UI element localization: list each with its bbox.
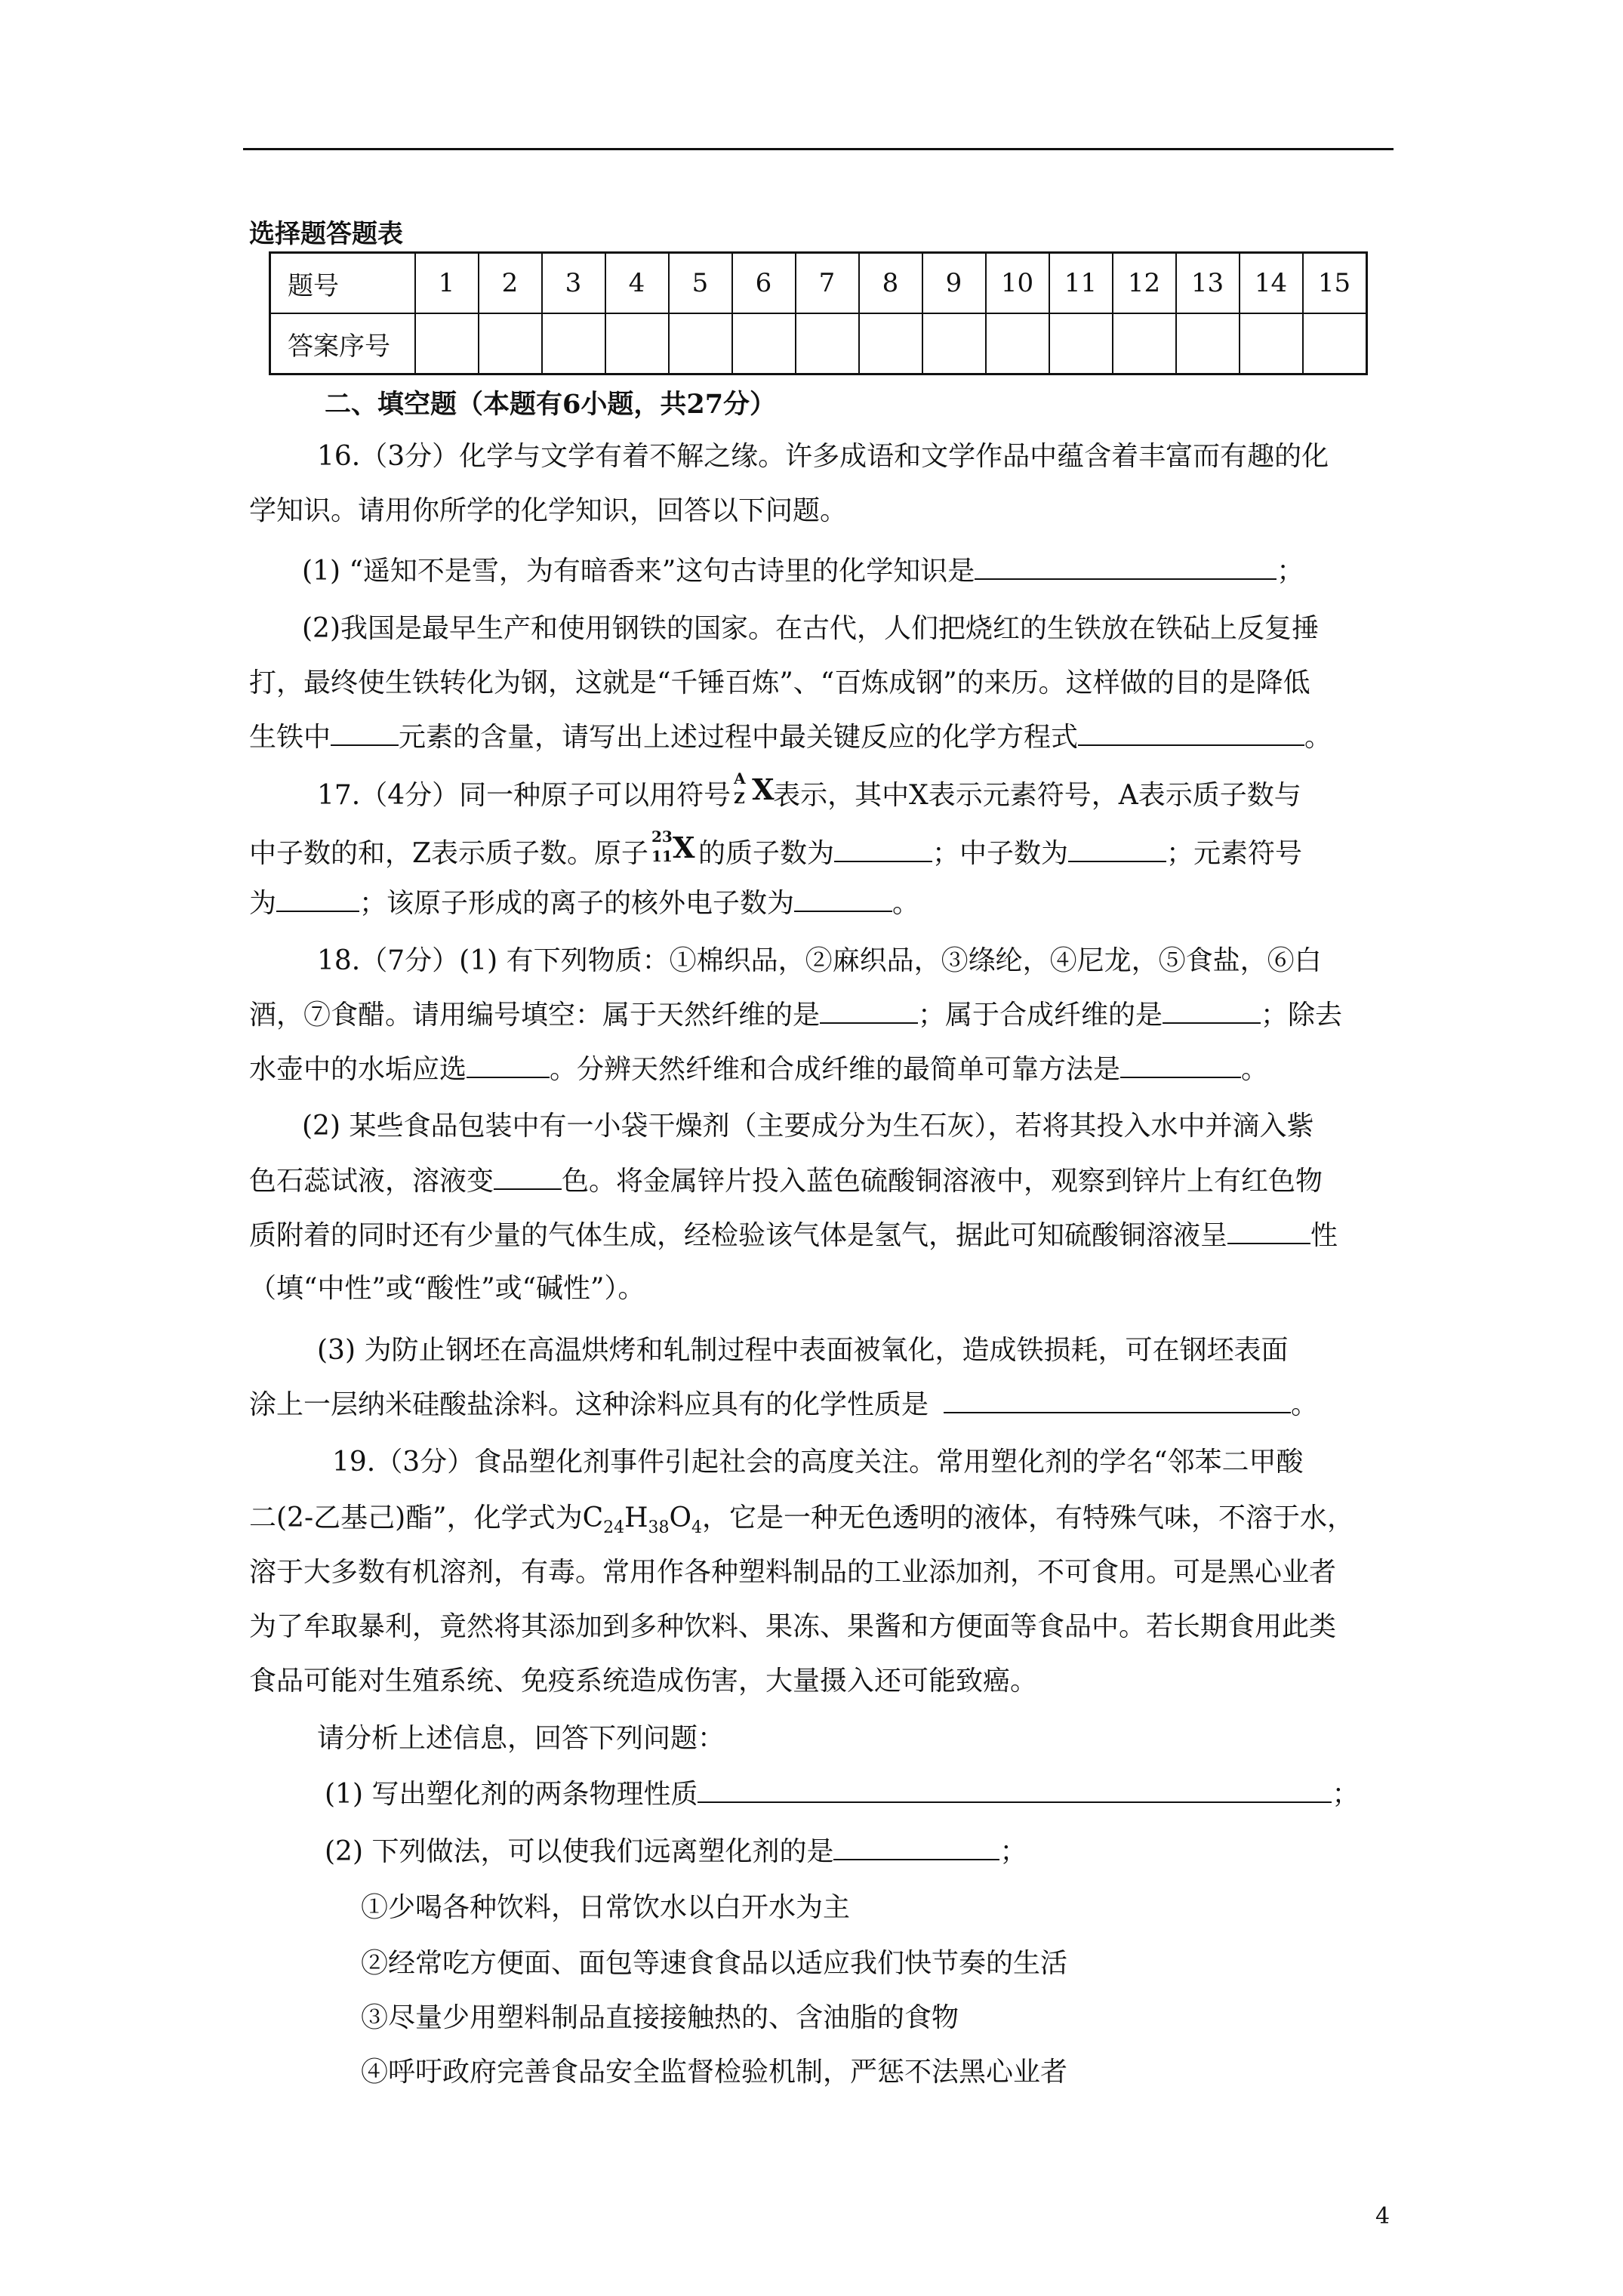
- element-symbol-label: X: [752, 772, 775, 806]
- q16-line: 学知识。请用你所学的化学知识，回答以下问题。: [249, 495, 848, 526]
- q16-part1: [302, 553, 1304, 590]
- q18-line: (3) 为防止钢坯在高温烘烤和轧制过程中表面被氧化，造成铁损耗，可在钢坯表面: [317, 1335, 1289, 1366]
- q17-text: 表示，其中X表示元素符号，A表示质子数与: [773, 780, 1301, 811]
- mass-number-label: 23: [651, 827, 673, 846]
- answer-table-title: 选择题答题表: [249, 219, 403, 249]
- q17-text: 为: [249, 888, 277, 919]
- q17-text: ；中子数为: [932, 838, 1069, 869]
- q17-line: [249, 827, 1303, 873]
- mass-number-label: A: [734, 769, 746, 787]
- formula-subscript: 38: [648, 1518, 670, 1538]
- q18-text: ；除去: [1261, 1000, 1343, 1031]
- row-label-answer: 答案序号: [270, 313, 415, 374]
- q17-line: [317, 769, 1301, 815]
- table-row: [270, 253, 1367, 314]
- question-number-cell: 3: [542, 253, 605, 314]
- q19-line: 19.（3分）食品塑化剂事件引起社会的高度关注。常用塑化剂的学名“邻苯二甲酸: [332, 1447, 1304, 1478]
- answer-cell[interactable]: [1049, 313, 1113, 374]
- q18-line: （填“中性”或“酸性”或“碱性”）。: [249, 1273, 645, 1304]
- answer-blank[interactable]: [1163, 997, 1261, 1024]
- answer-cell[interactable]: [1303, 313, 1367, 374]
- row-label-question-number: 题号: [270, 253, 415, 314]
- answer-cell[interactable]: [796, 313, 859, 374]
- q19-option: ③尽量少用塑料制品直接接触热的、含油脂的食物: [361, 2002, 959, 2033]
- question-number-cell: 12: [1113, 253, 1176, 314]
- q16-line-blanks: [249, 719, 1332, 757]
- q17-text: ；元素符号: [1166, 838, 1303, 869]
- answer-blank[interactable]: [944, 1386, 1291, 1413]
- q16-part1-text: (1) “遥知不是雪，为有暗香来”这句古诗里的化学知识是: [302, 556, 975, 587]
- q18-text: ；属于合成纤维的是: [918, 1000, 1163, 1031]
- answer-blank[interactable]: [975, 553, 1277, 580]
- answer-blank[interactable]: [834, 835, 932, 862]
- q18-text: 色石蕊试液，溶液变: [249, 1166, 494, 1197]
- answer-cell[interactable]: [669, 313, 732, 374]
- question-number-cell: 11: [1049, 253, 1113, 314]
- formula-subscript: 24: [603, 1518, 625, 1538]
- question-number-cell: 7: [796, 253, 859, 314]
- formula-element: H: [624, 1502, 648, 1533]
- answer-cell[interactable]: [732, 313, 796, 374]
- answer-blank[interactable]: [1068, 835, 1166, 862]
- q18-line: [249, 1217, 1338, 1255]
- answer-cell[interactable]: [922, 313, 986, 374]
- q18-text: 。分辨天然纤维和合成纤维的最简单可靠方法是: [550, 1054, 1121, 1085]
- q18-text: 色。将金属锌片投入蓝色硫酸铜溶液中，观察到锌片上有红色物: [562, 1166, 1323, 1197]
- q18-line: 18.（7分）(1) 有下列物质：①棉织品，②麻织品，③绦纶，④尼龙，⑤食盐，⑥白: [317, 945, 1322, 976]
- q16-line: 16.（3分）化学与文学有着不解之缘。许多成语和文学作品中蕴含着丰富而有趣的化: [317, 441, 1329, 472]
- question-number-cell: 5: [669, 253, 732, 314]
- formula-element: O: [669, 1502, 692, 1533]
- answer-blank[interactable]: [1227, 1217, 1310, 1244]
- q19-text: 二(2-乙基己)酯”，化学式为C: [249, 1502, 604, 1533]
- answer-blank[interactable]: [1120, 1051, 1241, 1078]
- atomic-number-label: 11: [651, 847, 673, 865]
- q19-line: 食品可能对生殖系统、免疫系统造成伤害，大量摄入还可能致癌。: [249, 1666, 1038, 1697]
- answer-cell[interactable]: [605, 313, 669, 374]
- q18-text: 。: [1291, 1389, 1319, 1420]
- answer-blank[interactable]: [833, 1833, 999, 1860]
- q16-line: (2)我国是最早生产和使用钢铁的国家。在古代，人们把烧红的生铁放在铁砧上反复捶: [302, 613, 1319, 644]
- formula-subscript: 4: [691, 1518, 703, 1538]
- q19-part1: [325, 1776, 1359, 1814]
- question-number-cell: 2: [479, 253, 542, 314]
- q19-line: 溶于大多数有机溶剂，有毒。常用作各种塑料制品的工业添加剂，不可食用。可是黑心业者: [249, 1557, 1337, 1588]
- nuclide-symbol-23-11: [651, 827, 695, 868]
- q18-text: 水壶中的水垢应选: [249, 1054, 467, 1085]
- q16-text: 生铁中: [249, 722, 331, 753]
- answer-cell[interactable]: [1113, 313, 1176, 374]
- q19-line: 为了牟取暴利，竟然将其添加到多种饮料、果冻、果酱和方便面等食品中。若长期食用此类: [249, 1611, 1337, 1642]
- q17-text: ；该原子形成的离子的核外电子数为: [359, 888, 795, 919]
- answer-blank[interactable]: [276, 885, 359, 912]
- question-number-cell: 9: [922, 253, 986, 314]
- q19-text: ，它是一种无色透明的液体，有特殊气味，不溶于水，: [702, 1502, 1355, 1533]
- q17-text: 。: [892, 888, 920, 919]
- q18-text: 性: [1310, 1220, 1338, 1251]
- answer-cell[interactable]: [415, 313, 479, 374]
- q17-text: 中子数的和，Z表示质子数。原子: [249, 838, 649, 869]
- q16-part1-end: ；: [1277, 556, 1304, 587]
- answer-cell[interactable]: [479, 313, 542, 374]
- q19-text: (1) 写出塑化剂的两条物理性质: [325, 1779, 698, 1810]
- question-number-cell: 8: [859, 253, 922, 314]
- q17-line: [249, 885, 919, 923]
- q18-text: 质附着的同时还有少量的气体生成，经检验该气体是氢气，据此可知硫酸铜溶液呈: [249, 1220, 1228, 1251]
- answer-blank[interactable]: [494, 1163, 562, 1190]
- q19-text: (2) 下列做法，可以使我们远离塑化剂的是: [325, 1836, 834, 1867]
- answer-cell[interactable]: [542, 313, 605, 374]
- q18-text: 。: [1241, 1054, 1269, 1085]
- q18-line: [249, 1386, 1318, 1424]
- section-heading: 二、填空题（本题有6小题，共27分）: [325, 389, 777, 420]
- answer-blank[interactable]: [820, 997, 918, 1024]
- question-number-cell: 15: [1303, 253, 1367, 314]
- q19-line: [249, 1499, 1354, 1547]
- q19-option: ②经常吃方便面、面包等速食食品以适应我们快节奏的生活: [361, 1948, 1068, 1979]
- answer-blank[interactable]: [1078, 719, 1304, 746]
- q18-text: 涂上一层纳米硅酸盐涂料。这种涂料应具有的化学性质是: [249, 1389, 929, 1420]
- page-number: 4: [1375, 2203, 1390, 2230]
- question-number-cell: 13: [1176, 253, 1240, 314]
- answer-cell[interactable]: [1176, 313, 1240, 374]
- q19-text: ；: [1332, 1779, 1360, 1810]
- answer-blank[interactable]: [794, 885, 892, 912]
- answer-cell[interactable]: [986, 313, 1049, 374]
- q18-line: (2) 某些食品包装中有一小袋干燥剂（主要成分为生石灰），若将其投入水中并滴入紫: [302, 1111, 1314, 1142]
- q16-text: 。: [1304, 722, 1332, 753]
- question-number-cell: 14: [1240, 253, 1303, 314]
- nuclide-symbol-generic: [734, 769, 775, 810]
- header-rule: [243, 148, 1394, 150]
- question-number-cell: 4: [605, 253, 669, 314]
- question-number-cell: 6: [732, 253, 796, 314]
- q19-text: ；: [999, 1836, 1027, 1867]
- q18-line: [249, 997, 1342, 1034]
- answer-blank[interactable]: [698, 1776, 1332, 1803]
- q19-option: ①少喝各种饮料，日常饮水以白开水为主: [361, 1892, 851, 1923]
- element-symbol-label: X: [673, 831, 695, 864]
- answer-blank[interactable]: [467, 1051, 550, 1078]
- answer-blank[interactable]: [331, 719, 399, 746]
- q18-line: [249, 1051, 1268, 1089]
- question-number-cell: 10: [986, 253, 1049, 314]
- answer-table: [269, 251, 1368, 375]
- q18-line: [249, 1163, 1323, 1200]
- q17-text: 17.（4分）同一种原子可以用符号: [317, 780, 731, 811]
- q17-text: 的质子数为: [698, 838, 835, 869]
- answer-cell[interactable]: [859, 313, 922, 374]
- q19-prompt: 请分析上述信息，回答下列问题：: [317, 1723, 725, 1754]
- q16-line: 打，最终使生铁转化为钢，这就是“千锤百炼”、“百炼成钢”的来历。这样做的目的是降低: [249, 667, 1310, 698]
- q18-text: 酒，⑦食醋。请用编号填空：属于天然纤维的是: [249, 1000, 821, 1031]
- atomic-number-label: Z: [734, 789, 745, 807]
- question-number-cell: 1: [415, 253, 479, 314]
- table-row: [270, 313, 1367, 374]
- q19-option: ④呼吁政府完善食品安全监督检验机制，严惩不法黑心业者: [361, 2057, 1068, 2088]
- q19-part2: [325, 1833, 1027, 1871]
- q16-text: 元素的含量，请写出上述过程中最关键反应的化学方程式: [399, 722, 1079, 753]
- answer-cell[interactable]: [1240, 313, 1303, 374]
